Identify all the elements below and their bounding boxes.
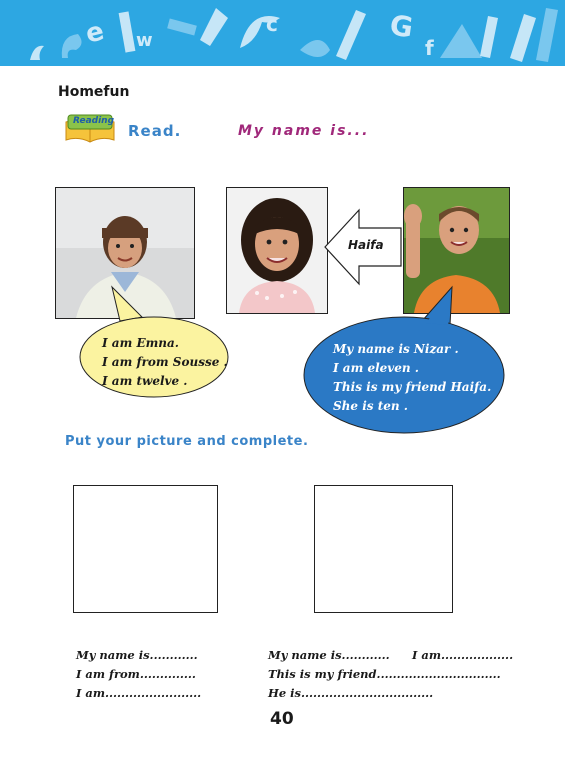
fill-in-left	[76, 646, 201, 703]
section-heading: Homefun	[58, 84, 130, 100]
picture-frame-right[interactable]	[314, 485, 453, 613]
reading-icon-label: Reading	[73, 116, 115, 126]
picture-frame-left[interactable]	[73, 485, 218, 613]
instruction-text: Put your picture and complete.	[65, 434, 309, 449]
reading-book-icon	[62, 112, 118, 144]
bubble-line: She is ten .	[333, 399, 408, 413]
banner-letter: f	[425, 36, 434, 60]
fill-in-line[interactable]: My name is............	[76, 648, 198, 662]
bubble-line: This is my friend Haifa.	[333, 380, 492, 394]
banner-letter: c	[266, 12, 278, 36]
my-name-label: My name is...	[238, 123, 370, 139]
fill-in-line[interactable]: I am........................	[76, 686, 202, 700]
bubble-line: I am eleven .	[333, 361, 419, 375]
top-banner	[0, 0, 565, 66]
banner-letter: e	[82, 16, 108, 50]
fill-in-line-extra[interactable]: I am..................	[412, 648, 514, 662]
fill-in-line[interactable]: He is.................................	[268, 686, 434, 700]
bubble-line: I am from Sousse .	[102, 355, 228, 369]
banner-letter: G	[387, 8, 416, 45]
bubble-line: My name is Nizar .	[333, 342, 459, 356]
fill-in-line[interactable]: This is my friend...............................	[268, 667, 501, 681]
bubble-line: I am Emna.	[102, 336, 179, 350]
page-number: 40	[270, 709, 294, 729]
fill-in-line[interactable]: I am from..............	[76, 667, 196, 681]
read-label: Read.	[128, 122, 182, 140]
speech-bubble-emna-text	[102, 334, 228, 391]
bubble-line: I am twelve .	[102, 374, 188, 388]
fill-in-line[interactable]: My name is............	[268, 648, 390, 662]
speech-bubble-nizar-text	[333, 340, 491, 416]
arrow-label: Haifa	[348, 238, 384, 252]
banner-letter: w	[136, 30, 153, 51]
